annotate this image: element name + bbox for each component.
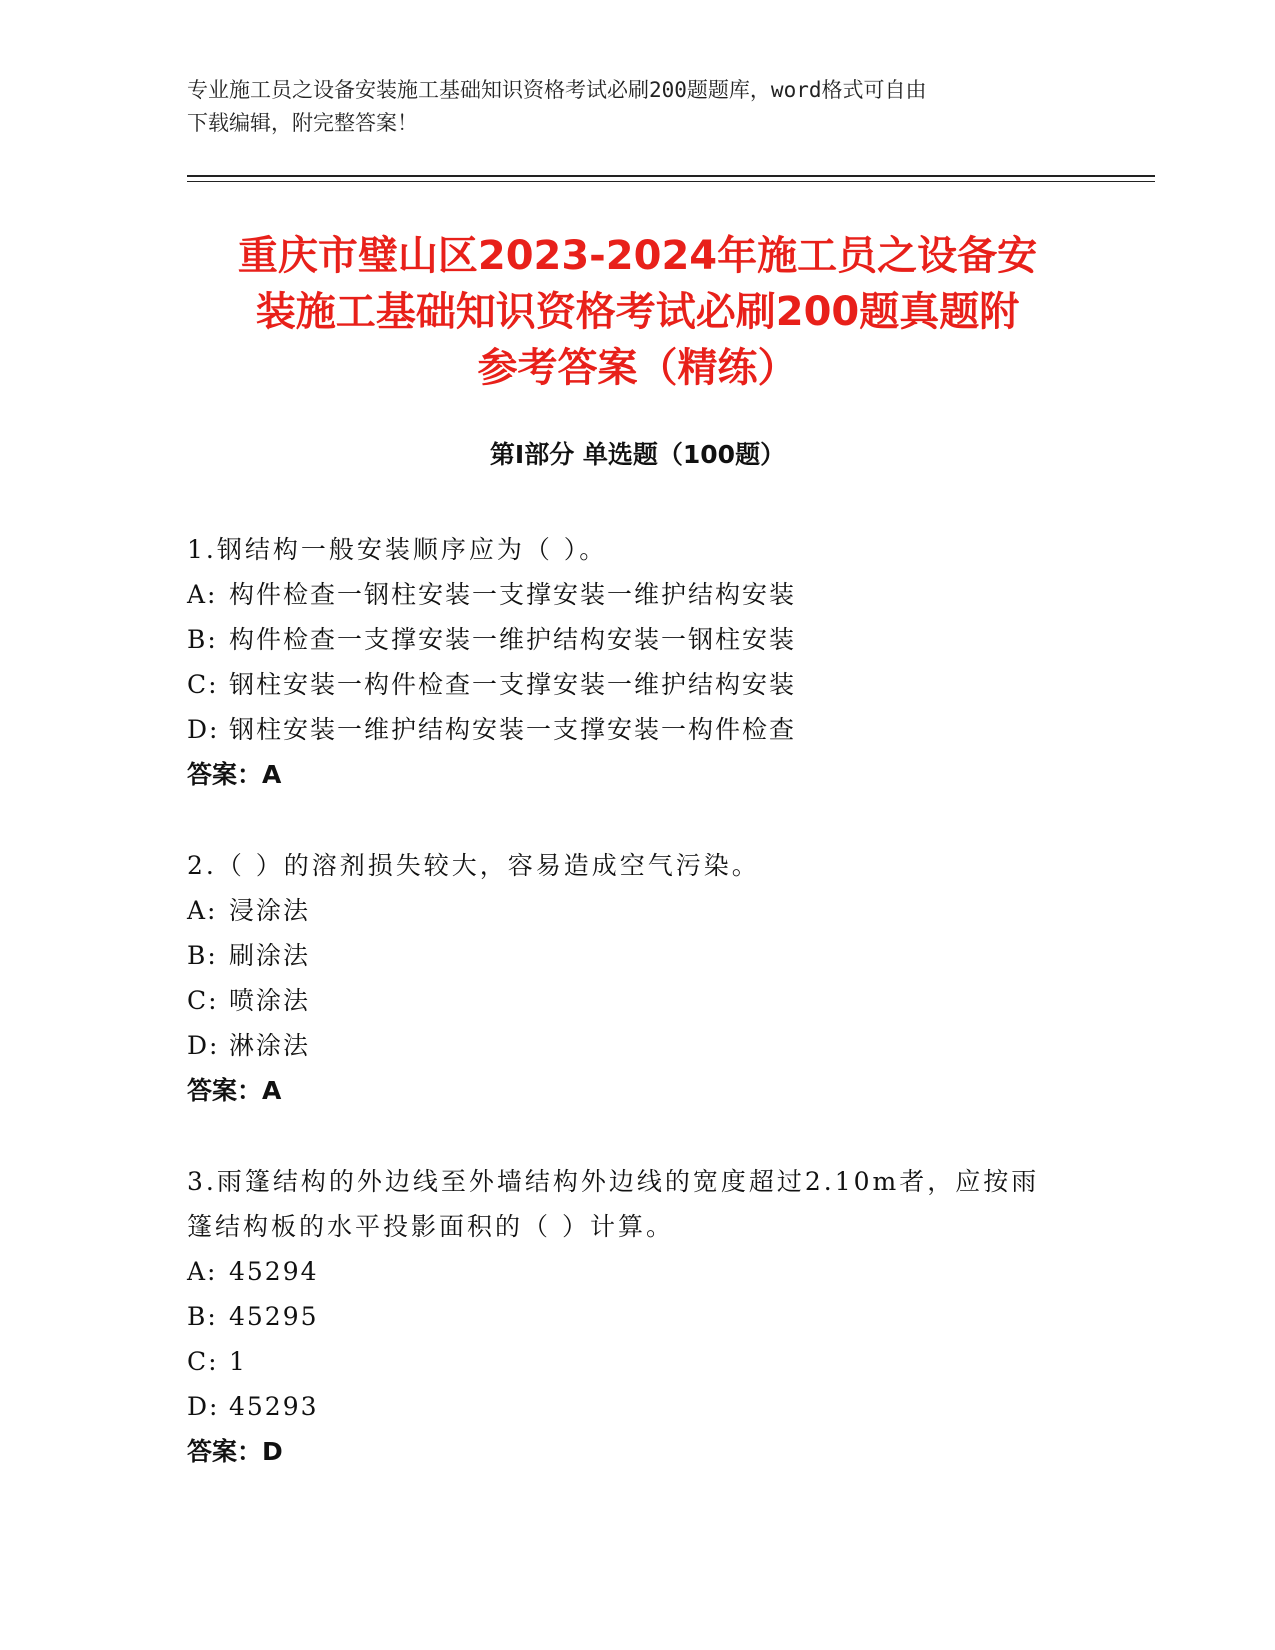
option-label: C: [187, 1347, 219, 1376]
option-b [187, 933, 1067, 978]
option-c [187, 662, 1067, 707]
option-label: A: [187, 896, 218, 925]
question-list [187, 527, 1067, 1474]
option-d [187, 1023, 1067, 1068]
header-rule-thin [187, 181, 1155, 182]
header-note-line-1: 专业施工员之设备安装施工基础知识资格考试必刷200题题库，word格式可自由 [187, 78, 927, 102]
option-a [187, 888, 1067, 933]
option-text: 45294 [229, 1257, 319, 1286]
option-text: 45295 [229, 1302, 319, 1331]
option-label: A: [187, 580, 218, 609]
document-title [150, 228, 1125, 396]
option-label: A: [187, 1257, 218, 1286]
option-text: 钢柱安装一构件检查一支撑安装一维护结构安装 [229, 670, 797, 699]
option-text: 淋涂法 [229, 1031, 311, 1060]
question-stem: 2.（ ）的溶剂损失较大，容易造成空气污染。 [187, 851, 760, 880]
document-title-line-3: 参考答案（精练） [477, 345, 798, 391]
option-d [187, 1384, 1067, 1429]
option-text: 构件检查一钢柱安装一支撑安装一维护结构安装 [229, 580, 797, 609]
option-label: B: [187, 1302, 218, 1331]
option-a [187, 572, 1067, 617]
answer: 答案：D [187, 1437, 283, 1466]
option-a [187, 1249, 1067, 1294]
option-label: D: [187, 715, 220, 744]
section-heading: 第Ⅰ部分 单选题（100题） [489, 440, 786, 469]
question-1 [187, 527, 1067, 797]
option-d [187, 707, 1067, 752]
option-b [187, 1294, 1067, 1339]
option-b [187, 617, 1067, 662]
option-label: B: [187, 625, 218, 654]
document-title-line-2: 装施工基础知识资格考试必刷200题真题附 [255, 289, 1020, 335]
option-label: D: [187, 1392, 220, 1421]
header-note-line-2: 下载编辑，附完整答案！ [187, 111, 418, 135]
question-stem-line-1: 3.雨篷结构的外边线至外墙结构外边线的宽度超过2.10m者，应按雨 [187, 1167, 1040, 1196]
option-label: C: [187, 986, 219, 1015]
question-stem-line-2: 篷结构板的水平投影面积的（ ）计算。 [187, 1212, 674, 1241]
header-rule-thick [187, 175, 1155, 177]
header-note [187, 74, 1077, 140]
option-label: C: [187, 670, 219, 699]
option-label: B: [187, 941, 218, 970]
option-text: 浸涂法 [229, 896, 311, 925]
option-text: 45293 [229, 1392, 319, 1421]
answer: 答案：A [187, 760, 282, 789]
option-c [187, 978, 1067, 1023]
document-title-line-1: 重庆市璧山区2023-2024年施工员之设备安 [237, 233, 1038, 279]
answer: 答案：A [187, 1076, 282, 1105]
option-text: 喷涂法 [229, 986, 311, 1015]
option-text: 1 [229, 1347, 247, 1376]
option-text: 构件检查一支撑安装一维护结构安装一钢柱安装 [229, 625, 797, 654]
question-3 [187, 1159, 1067, 1474]
option-c [187, 1339, 1067, 1384]
option-label: D: [187, 1031, 220, 1060]
question-2 [187, 843, 1067, 1113]
option-text: 刷涂法 [229, 941, 311, 970]
option-text: 钢柱安装一维护结构安装一支撑安装一构件检查 [229, 715, 797, 744]
question-stem: 1.钢结构一般安装顺序应为（ ）。 [187, 535, 608, 564]
